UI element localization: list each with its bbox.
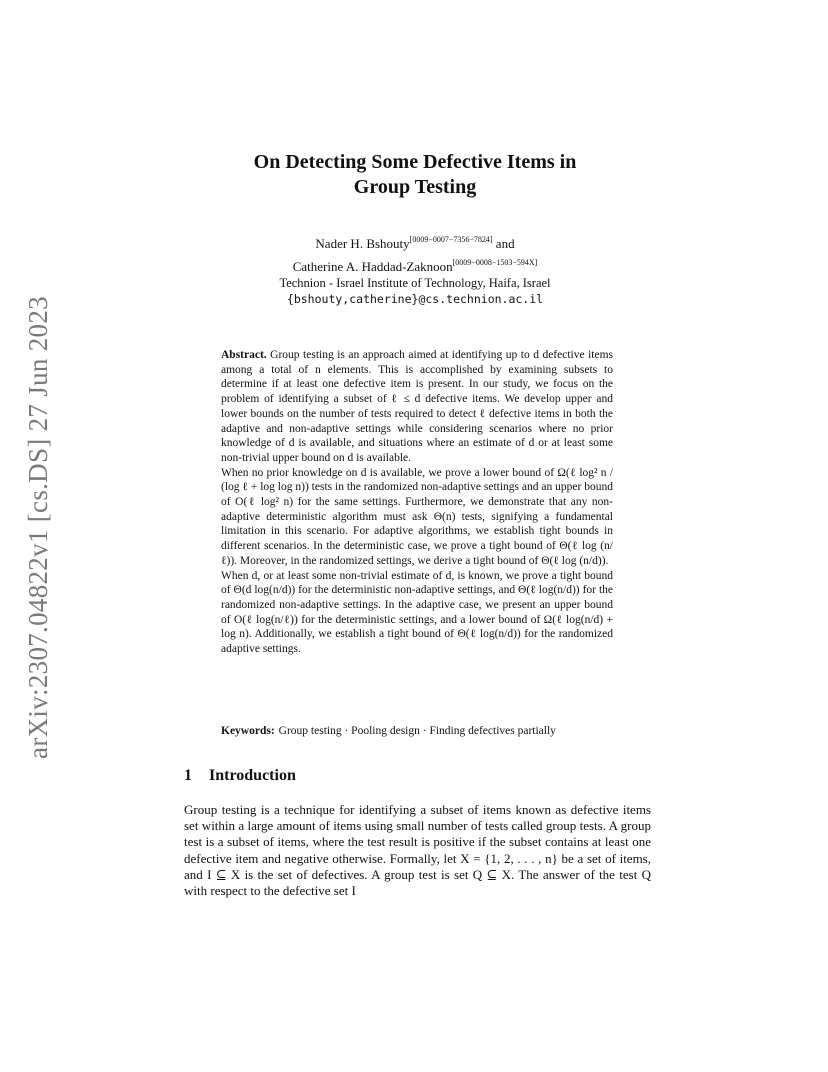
intro-paragraph: Group testing is a technique for identifying a subset of items known as defective items set within a large amount of items using small number of tests called group tests. A group test is a subset of items, where the test result is positive if the subset contains at least one defective item and negative otherwise. Formally, let X = {1, 2, . . . , n} be a set of items, and I ⊆ X is the set of defectives. A group test is set Q ⊆ X. The answer of the test Q with respect to the defective set I — [184, 802, 651, 899]
author-line-2 — [180, 253, 650, 276]
introduction-body — [184, 802, 651, 899]
section-heading — [184, 767, 296, 785]
author-email: {bshouty,catherine}@cs.technion.ac.il — [286, 292, 544, 306]
title-line-2: Group Testing — [353, 176, 477, 198]
abstract-paragraph-2: When no prior knowledge on d is available, we prove a lower bound of Ω(ℓ log² n / (log ℓ + log log n)) tests in the randomized non-adaptive settings and an upper bound of O(ℓ log² n) for the same settings. Furthermore, we demonstrate that any non-adaptive deterministic algorithm must ask Θ(n) tests, signifying a fundamental limitation in this scenario. For adaptive algorithms, we establish tight bounds in different scenarios. In the deterministic case, we prove a tight bound of Θ(ℓ log (n/ℓ)). Moreover, in the randomized settings, we derive a tight bound of Θ(ℓ log (n/d)). — [221, 466, 613, 567]
author2-name: Catherine A. Haddad-Zaknoon — [292, 259, 453, 274]
section-title: Introduction — [209, 767, 296, 784]
institution: Technion - Israel Institute of Technology, Haifa, Israel — [279, 276, 551, 290]
arxiv-side-stamp — [16, 292, 60, 762]
paper-title — [170, 150, 660, 200]
abstract-label: Abstract. — [221, 349, 267, 361]
abstract-text-1: Group testing is an approach aimed at identifying up to d defective items among a total of n elements. This is accomplished by examining subsets to determine if at least one defective item is present. In our study, we focus on the problem of identifying a subset of ℓ ≤ d defective items. We develop upper and lower bounds on the number of tests required to detect ℓ defective items in both the adaptive and non-adaptive settings while considering scenarios where no prior knowledge of d is available, and situations where an estimate of d or at least some non-trivial upper bound on d is available. — [221, 349, 613, 464]
affiliation-block — [180, 275, 650, 307]
author1-orcid: [0009−0007−7356−7824] — [409, 235, 493, 244]
keywords-label: Keywords: — [221, 725, 275, 737]
keywords-text: Group testing · Pooling design · Finding defectives partially — [278, 725, 556, 737]
arxiv-identifier: arXiv:2307.04822v1 [cs.DS] 27 Jun 2023 — [22, 295, 53, 759]
author-conjunction: and — [495, 236, 515, 251]
abstract-paragraph-3: When d, or at least some non-trivial estimate of d, is known, we prove a tight bound of Θ(d log(n/d)) for the deterministic non-adaptive settings, and Θ(ℓ log(n/d)) for the randomized non-adaptive settings. In the adaptive case, we present an upper bound of O(ℓ log(n/ℓ)) for the deterministic settings, and a lower bound of Ω(ℓ log(n/d) + log n). Additionally, we establish a tight bound of Θ(ℓ log(n/d)) for the randomized adaptive settings. — [221, 569, 613, 656]
author2-orcid: [0009−0008−1503−594X] — [452, 258, 538, 267]
abstract — [221, 348, 613, 657]
keywords — [221, 724, 621, 739]
title-line-1: On Detecting Some Defective Items in — [253, 151, 577, 173]
section-number: 1 — [184, 767, 192, 784]
abstract-paragraph-1 — [221, 348, 613, 466]
author-block — [180, 230, 650, 276]
author1-name: Nader H. Bshouty — [315, 236, 410, 251]
author-line-1 — [180, 230, 650, 253]
